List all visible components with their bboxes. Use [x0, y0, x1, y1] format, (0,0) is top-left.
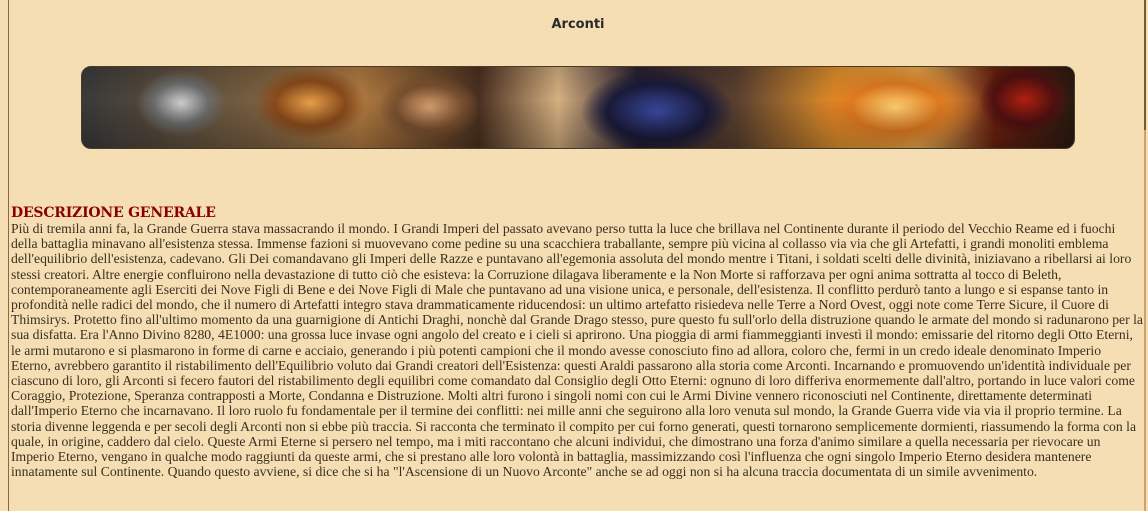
- section-body-text: Più di tremila anni fa, la Grande Guerra stava massacrando il mondo. I Grandi Imperi del passato avevano perso tutta la luce che brillava nel Continente durante il periodo del Vecchio Reame ed i fuochi della battaglia minavano all'esistenza stessa. Immense fazioni si muovevano come pedine su una scacchiera traballante, sempre più vicina al collasso via via che gli Artefatti, i grandi monoliti emblema dell'equilibrio dell'esistenza, cadevano. Gli Dei comandavano gli Imperi delle Razze e puntavano all'egemonia assoluta del mondo mentre i Titani, i soldati scelti delle divinità, iniziavano a ribellarsi ai loro stessi creatori. Altre energie confluirono nella devastazione di tutto ciò che esisteva: la Corruzione dilagava liberamente e la Non Morte si rafforzava per ogni anima sottratta al tocco di Beleth, contemporaneamente agli Eserciti dei Nove Figli di Bene e dei Nove Figli di Male che puntavano ad una visione unica, e personale, dell'esistenza. Il conflitto perdurò tanto a lungo e si espanse tanto in profondità nelle radici del mondo, che il numero di Artefatti integro stava drammaticamente riducendosi: un ultimo artefatto risiedeva nelle Terre a Nord Ovest, oggi note come Terre Sicure, il Cuore di Thimsirys. Protetto fino all'ultimo momento da una guarnigione di Antichi Draghi, nonchè dal Grande Drago stesso, pure questo fu sull'orlo della distruzione quando le armate del mondo si radunarono per la sua disfatta. Era l'Anno Divino 8280, 4E1000: una grossa luce invase ogni angolo del creato e i cieli si aprirono. Una pioggia di armi fiammeggianti investì il mondo: emissarie del ritorno degli Otto Eterni, le armi mutarono e si plasmarono in forme di carne e acciaio, generando i più potenti campioni che il mondo avesse conosciuto fino ad allora, coloro che, fermi in un credo ideale denominato Imperio Eterno, avrebbero garantito il ristabilimento dell'Equilibrio voluto dai Grandi creatori dell'Esistenza: questi Araldi passarono alla storia come Arconti. Incarnando e promuovendo un'identità individuale per ciascuno di loro, gli Arconti si fecero fautori del ristabilimento degli equilibri come comandato dal Consiglio degli Otto Eterni: ognuno di loro differiva enormemente dall'altro, portando in luce valori come Coraggio, Protezione, Speranza contrapposti a Morte, Condanna e Distruzione. Molti altri furono i singoli nomi con cui le Armi Divine vennero riconosciuti nel Continente, direttamente determinati dall'Imperio Eterno che incarnavano. Il loro ruolo fu fondamentale per il termine dei conflitti: nei mille anni che seguirono alla loro venuta sul mondo, la Grande Guerra vide via via il proprio termine. La storia divenne leggenda e per secoli degli Arconti non si ebbe più traccia. Si racconta che terminato il compito per cui forno generati, questi tornarono semplicemente dormienti, riassumendo la forma con la quale, in origine, caddero dal cielo. Queste Armi Eterne si persero nel tempo, ma i miti raccontano che alcuni individui, che dimostrano una forza d'animo similare a quella necessaria per rievocare un Imperio Eterno, vengano in qualche modo raggiunti da queste armi, che si prestano alle loro volontà in battaglia, massimizzando così l'influenza che ogni singolo Imperio Eterno desidera mantenere innatamente sul Continente. Quando questo avviene, si dice che si ha "l'Ascensione di un Nuovo Arconte" anche se ad oggi non si ha alcuna traccia documentata di un simile avvenimento.: [11, 221, 1143, 480]
- page-title: Arconti: [551, 17, 605, 32]
- content-frame: [8, 0, 1146, 511]
- right-divider-lower: [1144, 130, 1146, 511]
- section-heading: DESCRIZIONE GENERALE: [11, 205, 216, 221]
- banner-shade: [82, 67, 1074, 148]
- banner-image: [81, 66, 1075, 149]
